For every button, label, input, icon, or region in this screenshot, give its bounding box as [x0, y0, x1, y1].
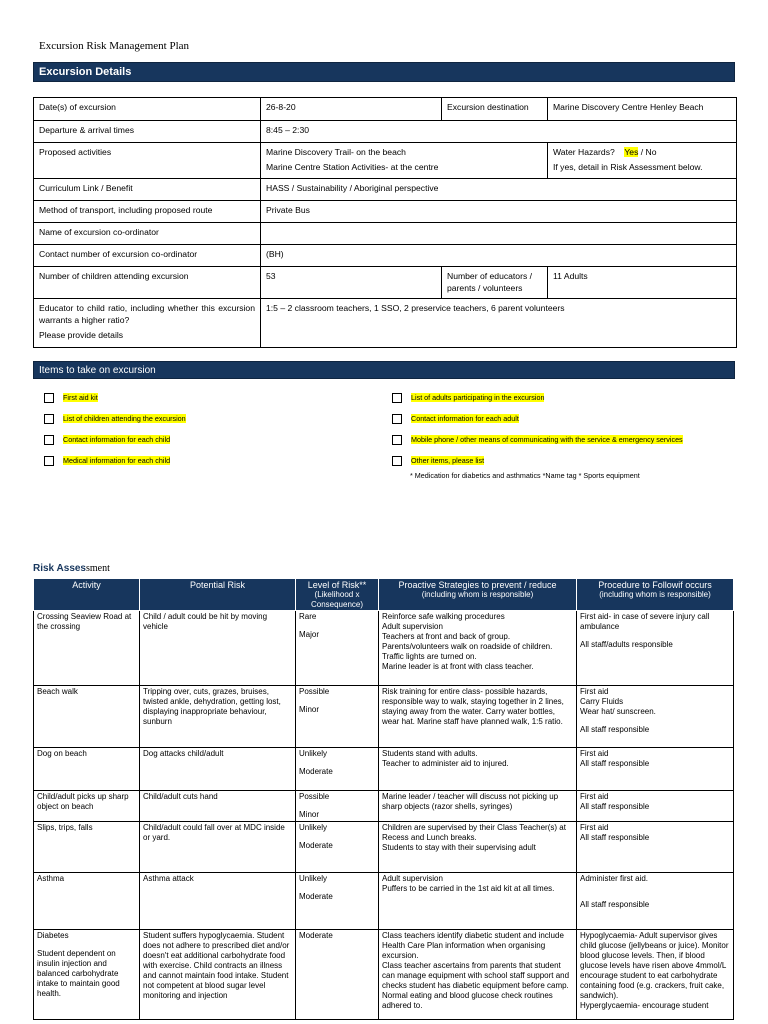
risk-strategy-line: Parents/volunteers walk on roadside of children. [382, 641, 553, 651]
risk-activity-text: Dog on beach [37, 748, 87, 758]
water-hazards-yes: Yes [624, 147, 639, 157]
risk-procedure-line: First aid [580, 748, 609, 758]
contact-label: Contact number of excursion co-ordinator [34, 245, 261, 267]
risk-activity [34, 872, 140, 929]
risk-consequence: Moderate [299, 840, 333, 850]
header-strategies [379, 579, 577, 611]
children-value: 53 [261, 267, 442, 299]
risk-activity-text: Diabetes [37, 930, 69, 940]
header-level-label: Level of Risk** [307, 580, 367, 590]
risk-procedure-line: Wear hat/ sunscreen. [580, 706, 656, 716]
risk-potential [140, 747, 296, 790]
destination-label: Excursion destination [442, 98, 548, 121]
risk-potential-text: Dog attacks child/adult [143, 748, 224, 758]
ratio-value: 1:5 – 2 classroom teachers, 1 SSO, 2 preservice teachers, 6 parent volunteers [261, 299, 737, 348]
curriculum-label: Curriculum Link / Benefit [34, 179, 261, 201]
risk-likelihood: Moderate [299, 930, 333, 940]
header-level-sub: (Likelihood x Consequence) [310, 590, 364, 609]
risk-procedure-line: All staff responsible [580, 724, 650, 734]
risk-strategy-line: Class teachers identify diabetic student and include Health Care Plan information when organising excursion. [382, 930, 564, 960]
risk-activity-text: Crossing Seaview Road at the crossing [37, 611, 132, 631]
activities-label: Proposed activities [34, 143, 261, 179]
risk-procedure-line: All staff responsible [580, 758, 650, 768]
item-adults-list[interactable] [392, 393, 544, 403]
educators-value: 11 Adults [548, 267, 737, 299]
risk-activity [34, 929, 140, 1019]
risk-potential-text: Student suffers hypoglycaemia. Student does not adhere to prescribed diet and/or doesn't eat additional carbohydrate food with exercise. Child contracts an illness and cannot maintain food intake. Student not competent at blood sugar level monitoring and injection [143, 930, 290, 1000]
risk-level [296, 872, 379, 929]
risk-potential [140, 610, 296, 685]
item-label: Contact information for each child [63, 435, 171, 444]
checkbox[interactable] [392, 435, 402, 445]
risk-activity-text: Child/adult picks up sharp object on beach [37, 791, 129, 811]
risk-level [296, 821, 379, 872]
risk-rows [34, 610, 734, 1019]
risk-consequence: Moderate [299, 891, 333, 901]
excursion-details-table [33, 97, 737, 348]
risk-procedure [577, 872, 734, 929]
header-procedure [577, 579, 734, 611]
risk-strategy-line: Reinforce safe walking procedures [382, 611, 505, 621]
header-activity: Activity [34, 579, 140, 611]
risk-row [34, 747, 734, 790]
risk-procedure [577, 685, 734, 747]
risk-potential [140, 821, 296, 872]
header-strategies-label: Proactive Strategies to prevent / reduce [398, 580, 557, 590]
date-value: 26-8-20 [261, 98, 442, 121]
risk-potential-text: Asthma attack [143, 873, 194, 883]
risk-assessment-table [33, 578, 734, 1020]
risk-procedure-line: All staff responsible [580, 899, 650, 909]
risk-potential-text: Tripping over, cuts, grazes, bruises, twisted ankle, dehydration, getting lost, displaying inappropriate behaviour, sunburn [143, 686, 281, 726]
destination-value: Marine Discovery Centre Henley Beach [548, 98, 737, 121]
times-label: Departure & arrival times [34, 121, 261, 143]
item-child-contact[interactable] [44, 435, 170, 445]
risk-level [296, 610, 379, 685]
activities-value [261, 143, 548, 179]
risk-level [296, 747, 379, 790]
item-label: Contact information for each adult [411, 414, 519, 423]
item-mobile-phone[interactable] [392, 435, 683, 445]
risk-strategy-line: Class teacher ascertains from parents that student can manage equipment with school staff support and checks student has diabetic equipment before camp. [382, 960, 570, 990]
risk-activity-sub: Student dependent on insulin injection and balanced carbohydrate intake to maintain good health. [37, 948, 120, 998]
risk-procedure-line: All staff responsible [580, 832, 650, 842]
risk-strategy-line: Students to stay with their supervising adult [382, 842, 536, 852]
ratio-label: Educator to child ratio, including whether this excursion warrants a higher ratio? [39, 303, 255, 326]
risk-procedure-line: First aid- in case of severe injury call ambulance [580, 611, 710, 631]
header-procedure-sub: (including whom is responsible) [599, 590, 711, 600]
risk-procedure [577, 610, 734, 685]
item-label: Medical information for each child [63, 456, 171, 465]
risk-strategy-line: Adult supervision [382, 621, 443, 631]
risk-row [34, 610, 734, 685]
checkbox[interactable] [44, 435, 54, 445]
risk-consequence: Moderate [299, 766, 333, 776]
risk-procedure-line: First aid [580, 822, 609, 832]
risk-potential [140, 872, 296, 929]
contact-value: (BH) [261, 245, 737, 267]
other-items-note: * Medication for diabetics and asthmatics *Name tag * Sports equipment [410, 471, 640, 480]
risk-assessment-title [33, 563, 110, 574]
risk-potential-text: Child/adult cuts hand [143, 791, 218, 801]
risk-level [296, 929, 379, 1019]
item-label: List of adults participating in the excursion [411, 393, 545, 402]
risk-procedure-line: All staff responsible [580, 801, 650, 811]
coordinator-label: Name of excursion co-ordinator [34, 223, 261, 245]
risk-activity [34, 610, 140, 685]
risk-activity-text: Beach walk [37, 686, 78, 696]
document-title: Excursion Risk Management Plan [39, 40, 190, 52]
risk-consequence: Minor [299, 809, 320, 819]
risk-strategies [379, 610, 577, 685]
item-first-aid-kit[interactable] [44, 393, 98, 403]
risk-row [34, 929, 734, 1019]
risk-consequence: Major [299, 629, 320, 639]
header-strategies-sub: (including whom is responsible) [421, 590, 534, 600]
risk-activity [34, 821, 140, 872]
risk-potential-text: Child / adult could be hit by moving vehicle [143, 611, 268, 631]
risk-activity-text: Asthma [37, 873, 65, 883]
risk-consequence: Minor [299, 704, 320, 714]
item-label: Mobile phone / other means of communicating with the service & emergency services [411, 435, 683, 444]
water-hazards-cell [548, 143, 737, 179]
risk-strategy-line: Teachers at front and back of group. [382, 631, 511, 641]
checkbox[interactable] [44, 456, 54, 466]
risk-strategy-line: Risk training for entire class- possible hazards, responsible way to walk, staying together in 2 lines, staying away from the water. Carry water bottles, wear hat. Marine staff have planned walk, 1:5 ratio. [382, 686, 564, 726]
risk-activity [34, 747, 140, 790]
water-hazards-label: Water Hazards? [553, 147, 615, 157]
risk-activity [34, 685, 140, 747]
risk-procedure-line: All staff/adults responsible [580, 639, 673, 649]
item-other[interactable] [392, 456, 484, 466]
risk-activity-text: Slips, trips, falls [37, 822, 93, 832]
risk-likelihood: Rare [299, 611, 317, 621]
risk-potential [140, 685, 296, 747]
risk-potential-text: Child/adult could fall over at MDC inside or yard. [143, 822, 285, 842]
risk-likelihood: Unlikely [299, 822, 328, 832]
items-heading: Items to take on excursion [33, 361, 735, 379]
item-label: Other items, please list [411, 456, 485, 465]
risk-strategies [379, 685, 577, 747]
risk-level [296, 685, 379, 747]
risk-strategy-line: Normal eating and blood glucose check routines adhered to. [382, 990, 553, 1010]
item-adult-contact[interactable] [392, 414, 519, 424]
date-label: Date(s) of excursion [34, 98, 261, 121]
water-hazards-no: / No [640, 147, 657, 157]
ratio-label-2: Please provide details [39, 329, 124, 340]
risk-procedure-line: Hyperglycaemia- encourage student [580, 1000, 709, 1010]
excursion-details-heading: Excursion Details [33, 62, 735, 82]
risk-level [296, 790, 379, 821]
times-value: 8:45 – 2:30 [261, 121, 737, 143]
risk-strategies [379, 747, 577, 790]
risk-strategy-line: Teacher to administer aid to injured. [382, 758, 509, 768]
item-label: List of children attending the excursion [63, 414, 186, 423]
risk-row [34, 685, 734, 747]
risk-row [34, 872, 734, 929]
risk-strategy-line: Children are supervised by their Class Teacher(s) at Recess and Lunch breaks. [382, 822, 566, 842]
risk-procedure-line: First aid [580, 686, 609, 696]
activities-line-1: Marine Discovery Trail- on the beach [266, 147, 406, 157]
risk-strategy-line: Marine leader / teacher will discuss not picking up sharp objects (razor shells, syringes) [382, 791, 559, 811]
header-level [296, 579, 379, 611]
coordinator-value [261, 223, 737, 245]
item-child-medical[interactable] [44, 456, 170, 466]
risk-likelihood: Possible [299, 686, 330, 696]
water-hazards-note: If yes, detail in Risk Assessment below. [553, 162, 703, 173]
checkbox[interactable] [392, 393, 402, 403]
curriculum-value: HASS / Sustainability / Aboriginal perspective [261, 179, 737, 201]
risk-strategies [379, 872, 577, 929]
risk-likelihood: Unlikely [299, 873, 328, 883]
checkbox[interactable] [44, 414, 54, 424]
header-potential-risk: Potential Risk [140, 579, 296, 611]
risk-title-bold: Risk Asses [33, 563, 86, 574]
risk-procedure-line: First aid [580, 791, 609, 801]
risk-potential [140, 790, 296, 821]
risk-strategy-line: Marine leader is at front with class teacher. [382, 661, 534, 671]
risk-likelihood: Unlikely [299, 748, 328, 758]
item-label: First aid kit [63, 393, 98, 402]
transport-value: Private Bus [261, 201, 737, 223]
risk-procedure [577, 790, 734, 821]
risk-likelihood: Possible [299, 791, 330, 801]
risk-procedure-line: Hypoglycaemia- Adult supervisor gives child glucose (jellybeans or juice). Monitor blood glucose levels. Then, if blood glucose levels have risen above 4mmol/L encourage student to eat carbohydrate containing food (e.g. crackers, fruit cake, sandwich). [580, 930, 729, 1000]
risk-activity [34, 790, 140, 821]
risk-potential [140, 929, 296, 1019]
item-children-list[interactable] [44, 414, 186, 424]
risk-strategies [379, 790, 577, 821]
risk-row [34, 790, 734, 821]
risk-procedure [577, 747, 734, 790]
risk-procedure-line: Carry Fluids [580, 696, 624, 706]
transport-label: Method of transport, including proposed route [34, 201, 261, 223]
risk-strategy-line: Traffic lights are turned on. [382, 651, 477, 661]
risk-procedure-line: Administer first aid. [580, 873, 649, 883]
risk-title-rest: sment [86, 563, 110, 574]
activities-line-2: Marine Centre Station Activities- at the centre [266, 162, 439, 173]
header-procedure-label: Procedure to Followif occurs [598, 580, 712, 590]
risk-strategy-line: Adult supervision [382, 873, 443, 883]
ratio-label-cell [34, 299, 261, 348]
checkbox[interactable] [44, 393, 54, 403]
risk-procedure [577, 821, 734, 872]
risk-procedure [577, 929, 734, 1019]
educators-label: Number of educators / parents / volunteers [442, 267, 548, 299]
children-label: Number of children attending excursion [34, 267, 261, 299]
risk-strategy-line: Students stand with adults. [382, 748, 478, 758]
risk-strategies [379, 929, 577, 1019]
checkbox[interactable] [392, 456, 402, 466]
risk-strategies [379, 821, 577, 872]
risk-strategy-line: Puffers to be carried in the 1st aid kit at all times. [382, 883, 555, 893]
risk-row [34, 821, 734, 872]
checkbox[interactable] [392, 414, 402, 424]
